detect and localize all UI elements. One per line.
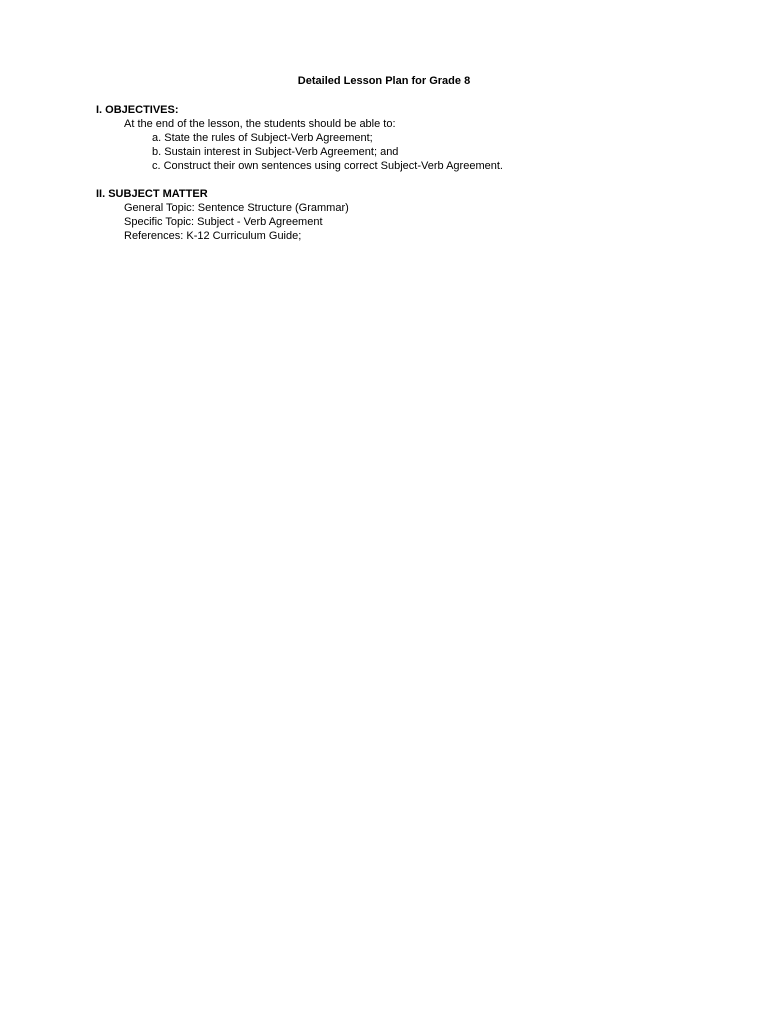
general-topic-line: General Topic: Sentence Structure (Grammar) <box>124 202 349 214</box>
subject-matter-section <box>96 187 716 243</box>
objective-item-a: a. State the rules of Subject-Verb Agreement; <box>152 132 373 144</box>
objectives-heading: I. OBJECTIVES: <box>96 104 179 116</box>
objective-item-b: b. Sustain interest in Subject-Verb Agreement; and <box>152 146 399 158</box>
references-line: References: K-12 Curriculum Guide; <box>124 230 302 242</box>
document-title: Detailed Lesson Plan for Grade 8 <box>297 75 471 87</box>
subject-matter-heading: II. SUBJECT MATTER <box>96 188 208 200</box>
objective-item-c: c. Construct their own sentences using correct Subject-Verb Agreement. <box>152 160 503 172</box>
specific-topic-line: Specific Topic: Subject - Verb Agreement <box>124 216 323 228</box>
objectives-intro: At the end of the lesson, the students should be able to: <box>124 118 396 130</box>
objectives-section <box>96 103 716 173</box>
